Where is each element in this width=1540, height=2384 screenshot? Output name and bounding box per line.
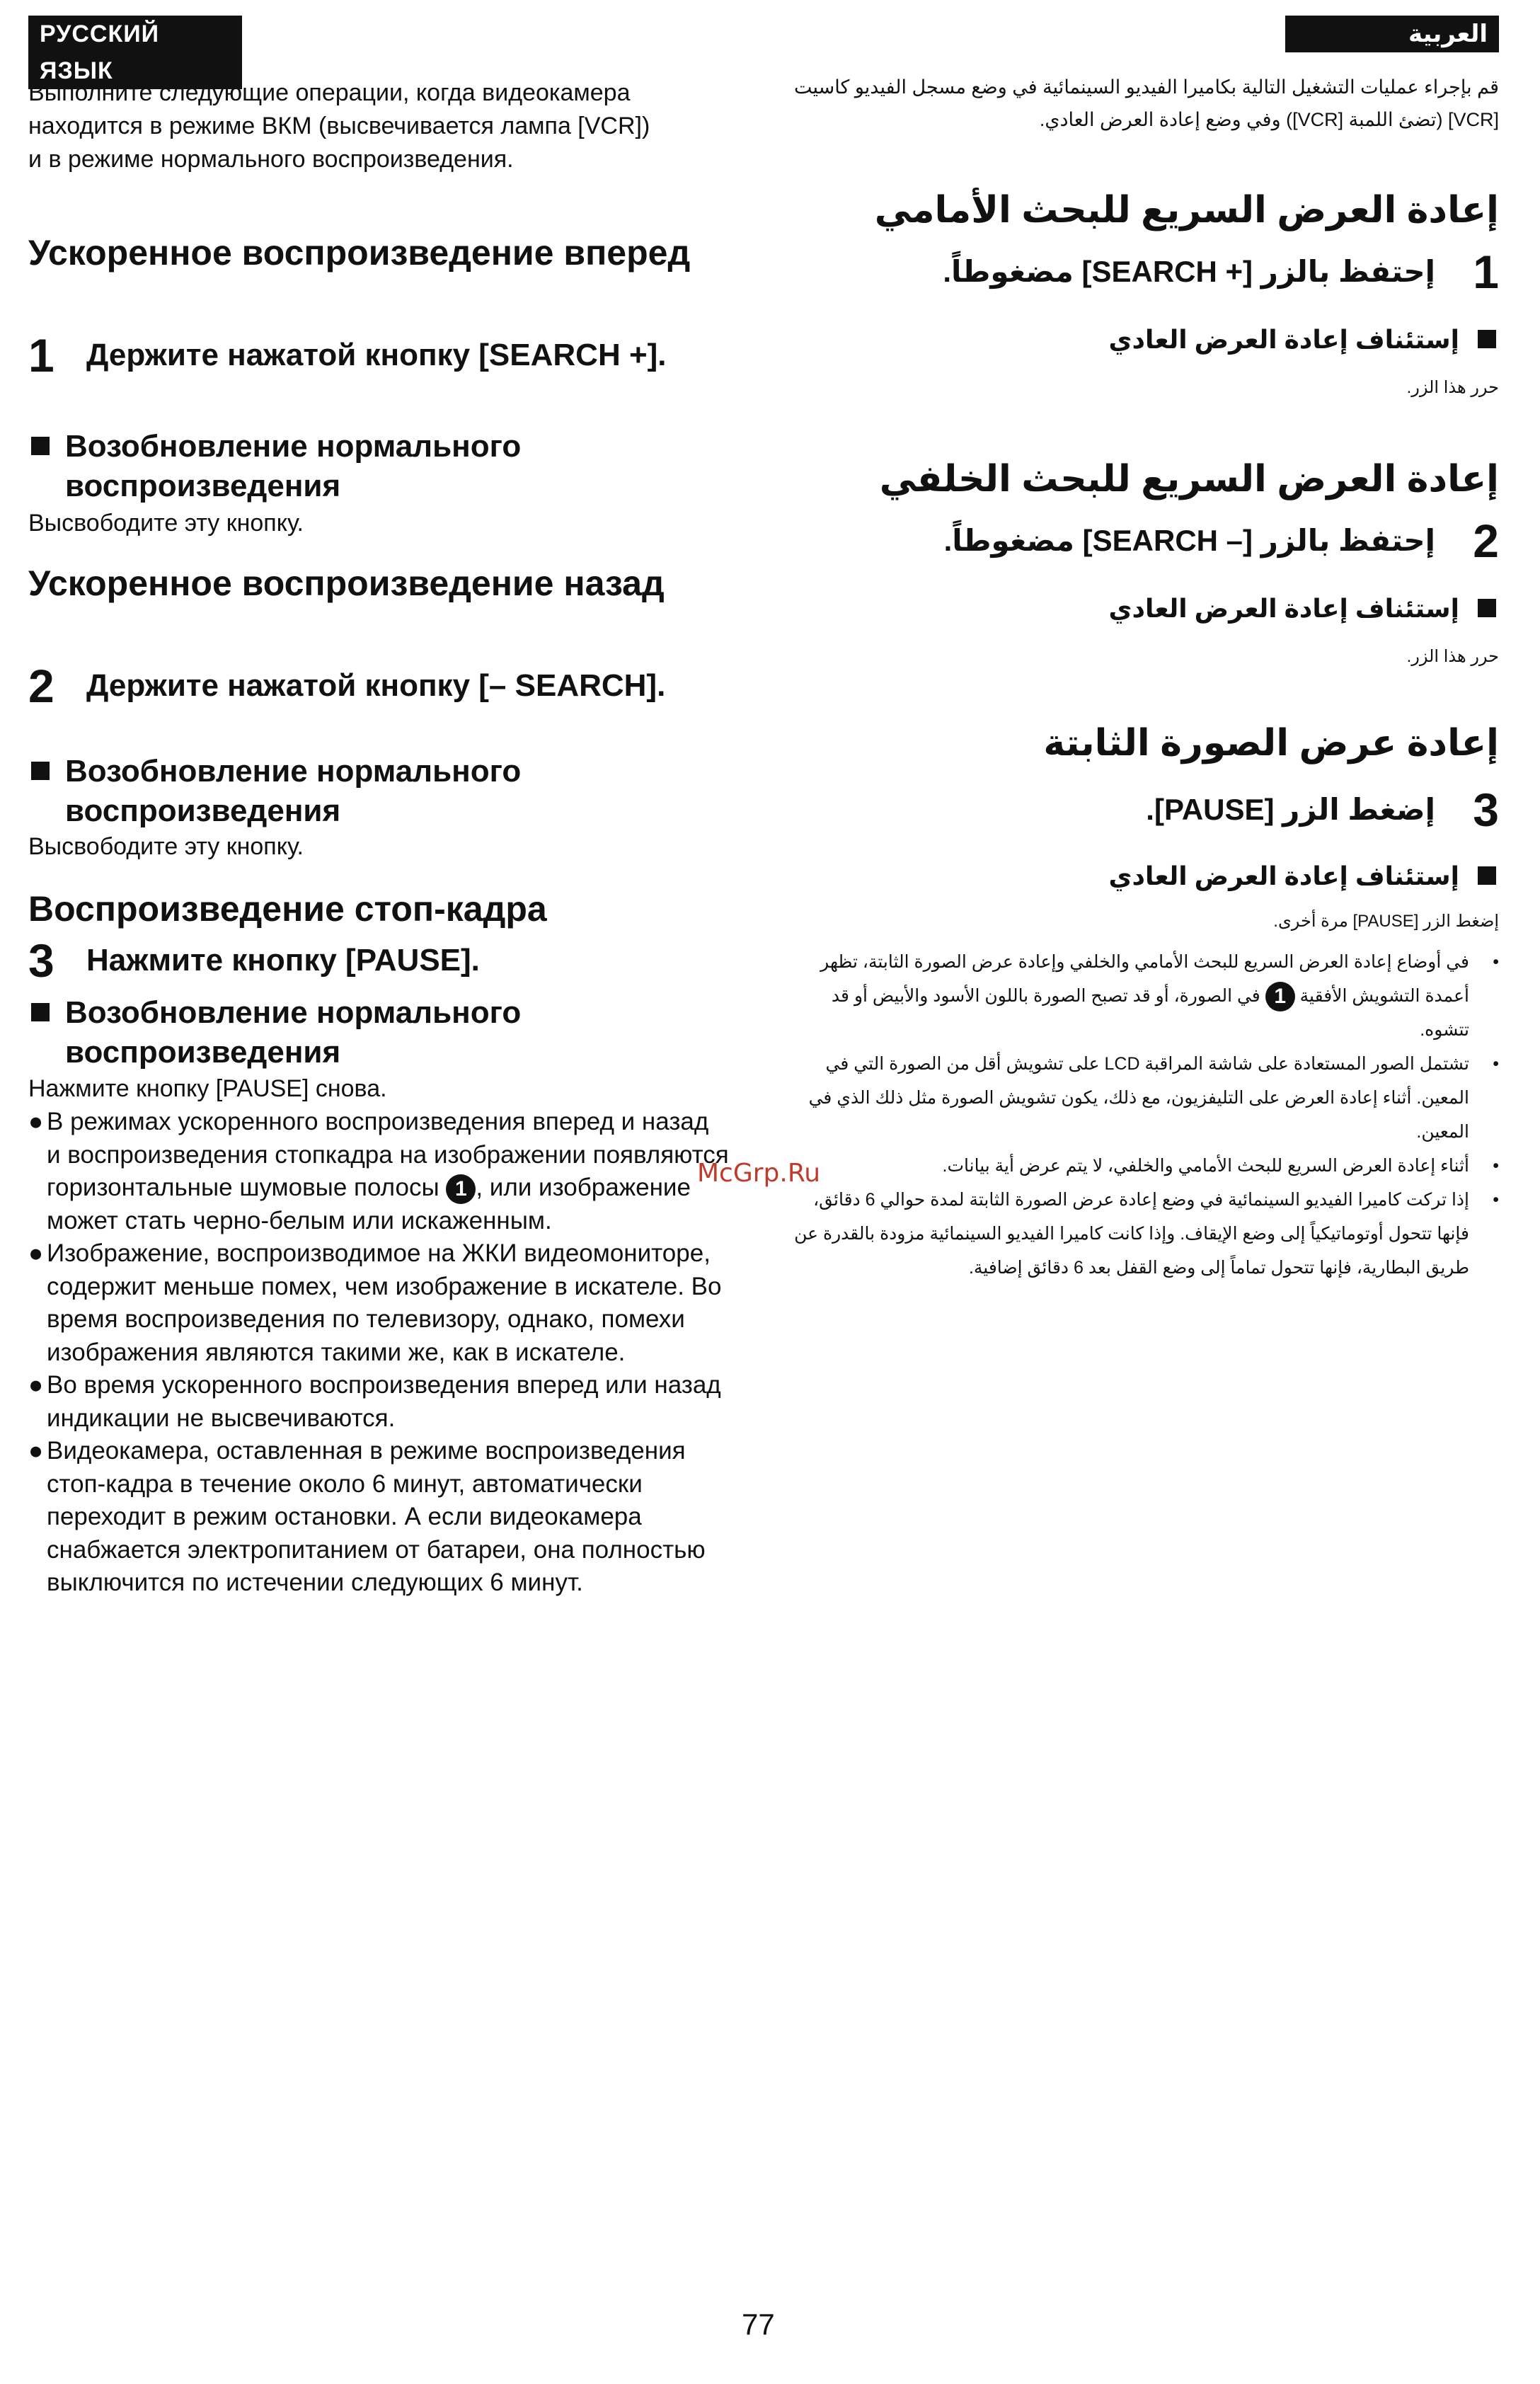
ru-step-3-text: Нажмите кнопку [PAUSE]. [86, 943, 480, 978]
ar-resume-2-text: إستئناف إعادة العرض العادي [1108, 594, 1459, 623]
ar-step-3-text: إضغط الزر [PAUSE]. [1146, 793, 1435, 826]
bullet-dot-icon: ● [28, 1437, 44, 1465]
ru-release-3: Нажмите кнопку [PAUSE] снова. [28, 1075, 387, 1102]
ar-step-2-number: 2 [1473, 515, 1499, 567]
ru-release-2: Высвободите эту кнопку. [28, 833, 304, 860]
bullet-dot-icon: • [1493, 1156, 1499, 1176]
bullet-dot-icon: • [1493, 1054, 1499, 1074]
page-number: 77 [742, 2308, 775, 2341]
ru-note-3 [28, 1369, 729, 1435]
ru-step-2 [28, 660, 708, 712]
ar-release-2: حرر هذا الزر. [1406, 647, 1499, 666]
russian-language-tag: РУССКИЙ ЯЗЫК [28, 16, 242, 89]
ru-step-2-number: 2 [28, 660, 54, 712]
ar-still-title: إعادة عرض الصورة الثابتة [1043, 723, 1499, 764]
ru-resume-2-text: Возобновление нормального воспроизведения [65, 754, 522, 828]
square-bullet-icon [1478, 330, 1496, 348]
bullet-dot-icon: • [1493, 1190, 1499, 1210]
ar-note-3-text: أثناء إعادة العرض السريع للبحث الأمامي والخلفي، لا يتم عرض أية بيانات. [942, 1156, 1469, 1176]
ru-resume-3 [28, 993, 708, 1072]
ar-resume-1-text: إستئناف إعادة العرض العادي [1108, 325, 1459, 354]
ar-note-1-text-a: في أوضاع إعادة العرض السريع للبحث الأمامي والخلفي وإعادة عرض الصورة الثابتة، تظهر أعمدة التشويش الأفقية [820, 952, 1469, 1006]
number-one-circle-icon: 1 [446, 1174, 476, 1204]
ru-note-4-text: Видеокамера, оставленная в режиме воспроизведения стоп-кадра в течение около 6 минут, автоматически переходит в режим остановки. А если видеокамера снабжается электропитанием от батареи, она полностью выключится по истечении следующих 6 минут. [47, 1437, 706, 1596]
ru-step-1-text: Держите нажатой кнопку [SEARCH +]. [86, 338, 667, 372]
ru-step-3-number: 3 [28, 934, 54, 987]
ar-note-2 [791, 1047, 1499, 1149]
ru-resume-1-text: Возобновление нормального воспроизведения [65, 429, 522, 503]
ru-reverse-title: Ускоренное воспроизведение назад [28, 563, 665, 603]
ru-resume-2 [28, 752, 708, 831]
square-bullet-icon [1478, 599, 1496, 617]
ru-step-1-number: 1 [28, 329, 54, 382]
ar-step-3 [749, 784, 1499, 836]
number-one-circle-icon: 1 [1265, 982, 1295, 1012]
ru-forward-title: Ускоренное воспроизведение вперед [28, 233, 691, 273]
ru-intro: Выполните следующие операции, когда видеокамера находится в режиме ВКМ (высвечивается лампа [VCR]) и в режиме нормального воспроизведения. [28, 79, 650, 173]
ru-step-1 [28, 329, 708, 382]
square-bullet-icon [31, 762, 50, 780]
ar-step-1-text: إحتفظ بالزر [+ SEARCH] مضغوطاً. [943, 255, 1435, 288]
watermark: McGrp.Ru [697, 1159, 821, 1188]
ru-step-2-text: Держите нажатой кнопку [– SEARCH]. [86, 668, 666, 703]
ar-note-1-text-b: في الصورة، أو قد تصبح الصورة باللون الأسود والأبيض أو قد تتشوه. [831, 986, 1469, 1040]
ru-resume-1 [28, 427, 708, 506]
square-bullet-icon [1478, 866, 1496, 885]
ru-note-4 [28, 1435, 729, 1600]
ru-release-1: Высвободите эту кнопку. [28, 510, 304, 537]
ar-resume-2 [749, 589, 1499, 629]
ar-note-4-text: إذا تركت كاميرا الفيديو السينمائية في وضع إعادة عرض الصورة الثابتة لمدة حوالي 6 دقائق، فإنها تتحول أوتوماتيكياً إلى وضع الإيقاف. وإذا كانت كاميرا الفيديو السينمائية مزودة بالقدرة عن طريق البطارية، فإنها تتحول تماماً إلى وضع القفل بعد 6 دقائق إضافية. [794, 1190, 1469, 1278]
ar-step-1-number: 1 [1473, 246, 1499, 298]
ar-intro: قم بإجراء عمليات التشغيل التالية بكاميرا الفيديو السينمائية في وضع مسجل الفيديو كاسيت [VCR] (تضئ اللمبة [VCR]) وفي وضع إعادة العرض العادي. [793, 76, 1499, 130]
ar-resume-1 [749, 320, 1499, 360]
ru-note-2 [28, 1237, 729, 1369]
ar-release-1: حرر هذا الزر. [1406, 378, 1499, 397]
ru-note-1-text-b: , или изображение может стать черно-белым или искаженным. [47, 1174, 691, 1234]
ru-note-1-text-a: В режимах ускоренного воспроизведения вперед и назад и воспроизведения стопкадра на изображении появляются горизонтальные шумовые полосы [47, 1108, 729, 1201]
arabic-language-tag: العربية [1285, 16, 1499, 52]
bullet-dot-icon: ● [28, 1371, 44, 1399]
ar-forward-title: إعادة العرض السريع للبحث الأمامي [874, 190, 1499, 231]
ar-notes [791, 945, 1499, 1285]
bullet-dot-icon: • [1493, 952, 1499, 972]
ru-resume-3-text: Возобновление нормального воспроизведения [65, 995, 522, 1070]
ar-note-2-text: تشتمل الصور المستعادة على شاشة المراقبة LCD على تشويش أقل من الصورة التي في المعين. أثناء إعادة العرض على التليفزيون، مع ذلك، يكون تشويش الصورة مثل ذلك الذي في المعين. [808, 1054, 1469, 1142]
ar-note-3 [791, 1149, 1499, 1183]
ar-resume-3-text: إستئناف إعادة العرض العادي [1108, 861, 1459, 890]
square-bullet-icon [31, 437, 50, 455]
ru-still-title: Воспроизведение стоп-кадра [28, 889, 547, 929]
ar-note-1 [791, 945, 1499, 1047]
ar-step-2-text: إحتفظ بالزر [– SEARCH] مضغوطاً. [943, 524, 1435, 557]
ar-step-2 [749, 515, 1499, 567]
bullet-dot-icon: ● [28, 1239, 44, 1267]
ru-notes [28, 1106, 729, 1600]
ru-step-3 [28, 934, 708, 987]
square-bullet-icon [31, 1003, 50, 1021]
ar-step-3-number: 3 [1473, 784, 1499, 836]
ru-note-2-text: Изображение, воспроизводимое на ЖКИ видеомониторе, содержит меньше помех, чем изображение в искателе. Во время воспроизведения по телевизору, однако, помехи изображения являются такими же, как в искателе. [47, 1239, 722, 1366]
ar-release-3: إضغط الزر [PAUSE] مرة أخرى. [1273, 912, 1499, 931]
ru-note-1 [28, 1106, 729, 1237]
ar-reverse-title: إعادة العرض السريع للبحث الخلفي [879, 459, 1499, 500]
ar-step-1 [749, 246, 1499, 298]
ru-note-3-text: Во время ускоренного воспроизведения вперед или назад индикации не высвечиваются. [47, 1371, 721, 1432]
bullet-dot-icon: ● [28, 1108, 44, 1135]
ar-note-4 [791, 1183, 1499, 1285]
ar-resume-3 [749, 856, 1499, 896]
